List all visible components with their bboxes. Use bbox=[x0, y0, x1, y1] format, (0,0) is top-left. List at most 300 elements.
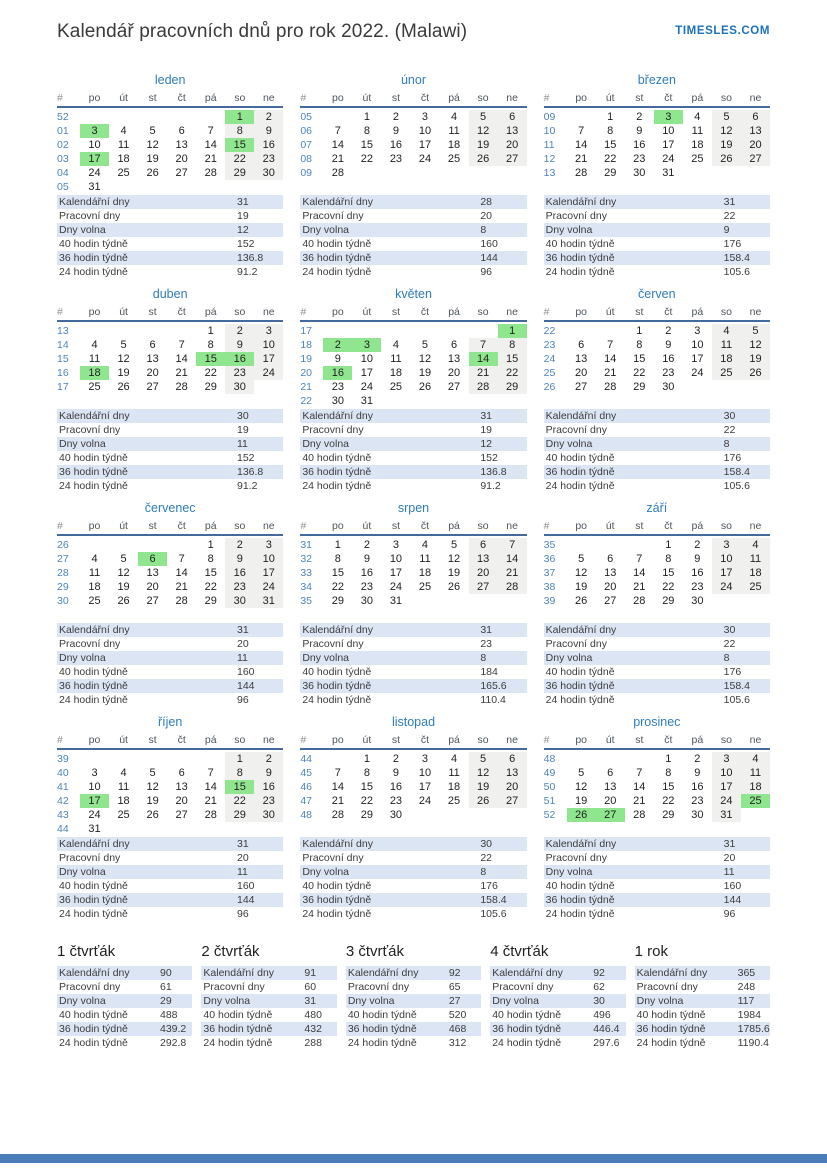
week-row bbox=[544, 794, 770, 808]
week-row bbox=[300, 794, 526, 808]
day-cell-weekend: 18 bbox=[741, 780, 770, 794]
weekday-header: út bbox=[119, 520, 128, 532]
week-number: 04 bbox=[57, 167, 69, 179]
day-cell: 21 bbox=[204, 795, 217, 807]
day-cell: 26 bbox=[117, 381, 130, 393]
day-cell: 8 bbox=[207, 553, 214, 565]
week-row bbox=[57, 752, 283, 766]
week-row bbox=[544, 338, 770, 352]
weekday-header: po bbox=[88, 306, 101, 318]
day-cell: 6 bbox=[149, 339, 156, 351]
stat-value: 31 bbox=[304, 995, 317, 1007]
stat-value: 31 bbox=[237, 838, 249, 850]
day-cell-empty bbox=[254, 822, 283, 836]
month-stats bbox=[57, 409, 283, 493]
week-number: 20 bbox=[300, 367, 313, 379]
day-cell: 30 bbox=[691, 595, 704, 607]
day-cell: 15 bbox=[331, 567, 344, 579]
stat-value: 468 bbox=[448, 1023, 467, 1035]
stats-row bbox=[490, 1022, 625, 1036]
day-cell: 1 bbox=[207, 325, 214, 337]
weekday-header: so bbox=[720, 92, 732, 104]
day-cell: 2 bbox=[665, 325, 672, 337]
stat-label: 40 hodin týdně bbox=[59, 238, 128, 250]
stats-row bbox=[300, 679, 526, 693]
day-cell-empty bbox=[440, 594, 469, 608]
day-cell: 2 bbox=[636, 111, 643, 123]
stats-row bbox=[57, 837, 283, 851]
day-cell: 30 bbox=[633, 167, 646, 179]
stat-value: 165.6 bbox=[480, 680, 507, 692]
day-cell: 21 bbox=[331, 795, 344, 807]
stat-label: Dny volna bbox=[492, 995, 539, 1007]
week-row bbox=[544, 752, 770, 766]
day-cell: 22 bbox=[604, 153, 617, 165]
day-cell-weekend: 10 bbox=[712, 766, 741, 780]
stat-label: 40 hodin týdně bbox=[302, 880, 372, 892]
stat-label: 24 hodin týdně bbox=[203, 1037, 273, 1049]
day-cell: 1 bbox=[665, 539, 672, 551]
week-row bbox=[57, 166, 283, 180]
stats-row bbox=[300, 637, 526, 651]
weekday-header-row bbox=[544, 306, 770, 319]
week-row bbox=[57, 380, 283, 394]
day-cell-empty bbox=[254, 180, 283, 194]
stat-value: 160 bbox=[237, 880, 255, 892]
week-row bbox=[300, 138, 526, 152]
day-cell-weekend: 29 bbox=[498, 380, 527, 394]
week-number: 28 bbox=[57, 567, 69, 579]
day-cell: 18 bbox=[117, 153, 130, 165]
month-calendar bbox=[300, 73, 526, 195]
weekday-header: út bbox=[605, 92, 615, 104]
weekday-header: po bbox=[88, 734, 101, 746]
week-row bbox=[57, 780, 283, 794]
stat-value: 30 bbox=[593, 995, 605, 1007]
stat-value: 446.4 bbox=[593, 1023, 620, 1035]
day-cell-empty bbox=[410, 394, 439, 408]
day-cell: 5 bbox=[149, 767, 156, 779]
stats-row bbox=[300, 451, 526, 465]
week-row bbox=[57, 110, 283, 124]
week-number: 40 bbox=[57, 767, 69, 779]
stats-row bbox=[57, 251, 283, 265]
month-calendar bbox=[300, 501, 526, 623]
stat-label: 36 hodin týdně bbox=[302, 466, 372, 478]
day-cell: 5 bbox=[578, 767, 585, 779]
stat-label: 24 hodin týdně bbox=[492, 1037, 562, 1049]
day-cell: 17 bbox=[418, 781, 432, 793]
stat-value: 91.2 bbox=[237, 480, 258, 492]
summary-section bbox=[57, 943, 770, 1050]
stat-value: 20 bbox=[723, 852, 736, 864]
week-number: 44 bbox=[300, 753, 313, 765]
week-number: 07 bbox=[300, 139, 313, 151]
weekday-header: po bbox=[575, 520, 588, 532]
stat-label: 24 hodin týdně bbox=[59, 694, 128, 706]
week-number: 27 bbox=[57, 553, 69, 565]
stat-value: 11 bbox=[237, 438, 248, 450]
weekday-header-row bbox=[544, 734, 770, 747]
day-cell: 2 bbox=[363, 539, 370, 551]
week-row bbox=[57, 124, 283, 138]
week-row bbox=[57, 138, 283, 152]
stat-value: 1984 bbox=[737, 1009, 761, 1021]
day-cell-empty bbox=[80, 110, 109, 124]
day-cell-weekend: 31 bbox=[254, 594, 283, 608]
day-cell-holiday: 6 bbox=[138, 552, 167, 566]
day-cell: 9 bbox=[363, 553, 370, 565]
day-cell: 18 bbox=[117, 795, 130, 807]
week-number: 05 bbox=[300, 111, 313, 123]
header-rule bbox=[57, 748, 283, 750]
week-row bbox=[300, 124, 526, 138]
month-title: únor bbox=[400, 73, 426, 87]
stats-row bbox=[57, 623, 283, 637]
day-cell: 22 bbox=[204, 367, 217, 379]
stats-row bbox=[544, 237, 770, 251]
day-cell: 28 bbox=[204, 809, 217, 821]
month-calendar bbox=[300, 715, 526, 837]
day-cell-weekend: 9 bbox=[225, 338, 254, 352]
stat-label: 36 hodin týdně bbox=[302, 894, 372, 906]
stat-value: 30 bbox=[480, 838, 493, 850]
day-cell: 26 bbox=[117, 595, 130, 607]
stats-row bbox=[300, 907, 526, 921]
day-cell: 7 bbox=[636, 553, 643, 565]
stats-row bbox=[544, 195, 770, 209]
stats-row bbox=[300, 623, 526, 637]
stat-label: Kalendářní dny bbox=[302, 838, 373, 850]
day-cell: 15 bbox=[662, 567, 675, 579]
weekday-header: st bbox=[148, 306, 157, 318]
stat-value: 20 bbox=[237, 852, 249, 864]
stat-label: 36 hodin týdně bbox=[545, 894, 615, 906]
month-calendar bbox=[57, 501, 283, 623]
day-cell-weekend: 6 bbox=[469, 538, 498, 552]
day-cell: 5 bbox=[120, 339, 127, 351]
weekday-header-row bbox=[300, 92, 526, 105]
week-row bbox=[300, 552, 526, 566]
week-number: 26 bbox=[543, 381, 556, 393]
day-cell: 16 bbox=[360, 567, 374, 579]
day-cell-weekend: 30 bbox=[254, 808, 283, 822]
stats-row bbox=[300, 465, 526, 479]
stat-value: 11 bbox=[237, 652, 248, 664]
stat-value: 22 bbox=[480, 852, 493, 864]
day-cell: 4 bbox=[450, 111, 458, 123]
week-number: 09 bbox=[300, 167, 313, 179]
day-cell: 11 bbox=[448, 767, 460, 779]
stat-label: Kalendářní dny bbox=[203, 967, 275, 979]
day-cell-empty bbox=[138, 822, 167, 836]
stats-row bbox=[300, 265, 526, 279]
day-cell: 14 bbox=[175, 567, 188, 579]
month-říjen bbox=[57, 715, 283, 921]
weekday-header: po bbox=[88, 92, 101, 104]
day-cell: 13 bbox=[575, 353, 588, 365]
day-cell-holiday: 25 bbox=[741, 794, 770, 808]
stat-value: 152 bbox=[237, 238, 255, 250]
day-cell-holiday: 1 bbox=[225, 110, 254, 124]
week-number: 50 bbox=[543, 781, 556, 793]
stats-row bbox=[57, 907, 283, 921]
week-col-header: # bbox=[57, 92, 63, 104]
day-cell: 14 bbox=[575, 139, 588, 151]
week-col-header: # bbox=[57, 734, 63, 746]
stat-value: 176 bbox=[723, 238, 742, 250]
day-cell-empty bbox=[567, 110, 596, 124]
day-cell: 29 bbox=[662, 595, 675, 607]
day-cell: 7 bbox=[207, 767, 214, 779]
weekday-header: pá bbox=[448, 520, 460, 532]
stats-row bbox=[300, 651, 526, 665]
day-cell: 15 bbox=[662, 781, 675, 793]
stat-label: Pracovní dny bbox=[59, 638, 121, 650]
week-row bbox=[544, 538, 770, 552]
day-cell: 27 bbox=[575, 381, 588, 393]
stat-label: Pracovní dny bbox=[203, 981, 265, 993]
day-cell-weekend: 11 bbox=[712, 338, 741, 352]
day-cell: 31 bbox=[88, 181, 101, 193]
weekday-header: ne bbox=[506, 520, 518, 532]
day-cell-weekend: 7 bbox=[469, 338, 498, 352]
day-cell-empty bbox=[567, 538, 596, 552]
stats-row bbox=[490, 1036, 625, 1050]
week-row bbox=[57, 352, 283, 366]
stat-label: Kalendářní dny bbox=[545, 838, 617, 850]
day-cell-empty bbox=[138, 110, 167, 124]
day-cell: 8 bbox=[363, 125, 370, 137]
day-cell: 17 bbox=[691, 353, 704, 365]
week-number: 10 bbox=[543, 125, 556, 137]
day-cell: 16 bbox=[691, 781, 704, 793]
stat-value: 31 bbox=[237, 196, 249, 208]
day-cell-weekend: 9 bbox=[254, 766, 283, 780]
day-cell-weekend: 19 bbox=[469, 780, 498, 794]
weekday-header-row bbox=[300, 306, 526, 319]
weekday-header: so bbox=[477, 734, 489, 746]
weekday-header: st bbox=[391, 734, 401, 746]
weekday-header: ne bbox=[749, 306, 762, 318]
day-cell-weekend: 20 bbox=[469, 566, 498, 580]
weekday-header: st bbox=[391, 92, 401, 104]
weekday-header: út bbox=[362, 734, 372, 746]
day-cell: 10 bbox=[389, 553, 403, 565]
stat-label: Dny volna bbox=[203, 995, 251, 1007]
day-cell-empty bbox=[167, 822, 196, 836]
day-cell-weekend: 17 bbox=[254, 352, 283, 366]
stat-label: 36 hodin týdně bbox=[347, 1023, 417, 1035]
stat-label: 40 hodin týdně bbox=[545, 880, 615, 892]
weekday-header: pá bbox=[691, 306, 704, 318]
week-number: 02 bbox=[57, 139, 69, 151]
day-cell: 18 bbox=[447, 781, 461, 793]
stat-value: 117 bbox=[737, 995, 755, 1007]
day-cell-weekend: 3 bbox=[712, 752, 741, 766]
stats-row bbox=[57, 437, 283, 451]
week-number: 09 bbox=[543, 111, 556, 123]
week-col-header: # bbox=[300, 520, 307, 532]
day-cell: 6 bbox=[178, 767, 185, 779]
day-cell-empty bbox=[109, 180, 138, 194]
stat-value: 30 bbox=[237, 410, 249, 422]
weekday-header: st bbox=[635, 520, 644, 532]
stat-value: 1190.4 bbox=[737, 1037, 769, 1049]
day-cell: 16 bbox=[691, 567, 704, 579]
day-cell: 4 bbox=[694, 111, 701, 123]
month-title: květen bbox=[395, 287, 432, 301]
day-cell-empty bbox=[138, 324, 167, 338]
stats-row bbox=[490, 994, 625, 1008]
header-rule bbox=[57, 534, 283, 536]
stat-value: 439.2 bbox=[160, 1023, 187, 1035]
day-cell: 21 bbox=[633, 581, 646, 593]
stat-value: 136.8 bbox=[480, 466, 507, 478]
day-cell-weekend: 28 bbox=[498, 580, 527, 594]
day-cell: 27 bbox=[146, 595, 159, 607]
day-cell-weekend: 4 bbox=[712, 324, 741, 338]
day-cell-weekend: 28 bbox=[469, 380, 498, 394]
summary-block bbox=[57, 943, 192, 1050]
day-cell-empty bbox=[109, 324, 138, 338]
day-cell-empty bbox=[167, 180, 196, 194]
stat-value: 62 bbox=[593, 981, 605, 993]
week-row bbox=[544, 580, 770, 594]
day-cell-weekend: 22 bbox=[225, 794, 254, 808]
month-červenec bbox=[57, 501, 283, 707]
day-cell-holiday: 2 bbox=[323, 338, 352, 352]
day-cell: 6 bbox=[607, 553, 614, 565]
weekday-header: čt bbox=[420, 520, 430, 532]
day-cell: 13 bbox=[604, 567, 617, 579]
week-row bbox=[544, 166, 770, 180]
summary-stats bbox=[490, 966, 625, 1050]
day-cell-empty bbox=[712, 594, 741, 608]
weekday-header: pá bbox=[204, 520, 217, 532]
day-cell: 12 bbox=[146, 781, 159, 793]
stat-value: 23 bbox=[480, 638, 493, 650]
week-row bbox=[300, 338, 526, 352]
weekday-header: st bbox=[148, 734, 157, 746]
day-cell-weekend: 9 bbox=[225, 552, 254, 566]
stats-row bbox=[544, 465, 770, 479]
week-number: 30 bbox=[57, 595, 69, 607]
day-cell: 25 bbox=[117, 809, 130, 821]
stats-row bbox=[300, 409, 526, 423]
week-col-header: # bbox=[543, 306, 550, 318]
day-cell: 5 bbox=[120, 553, 127, 565]
day-cell-weekend: 6 bbox=[498, 752, 527, 766]
stat-label: 36 hodin týdně bbox=[203, 1023, 273, 1035]
stat-value: 22 bbox=[723, 638, 736, 650]
stat-label: 36 hodin týdně bbox=[545, 680, 615, 692]
stat-label: 36 hodin týdně bbox=[545, 252, 615, 264]
stat-label: Dny volna bbox=[545, 438, 593, 450]
stat-value: 144 bbox=[237, 680, 255, 692]
stat-value: 91.2 bbox=[237, 266, 258, 278]
day-cell: 16 bbox=[389, 139, 403, 151]
stat-value: 29 bbox=[160, 995, 172, 1007]
stats-row bbox=[544, 679, 770, 693]
weekday-header: út bbox=[605, 520, 615, 532]
month-březen bbox=[544, 73, 770, 279]
day-cell-weekend: 23 bbox=[254, 794, 283, 808]
stat-value: 288 bbox=[304, 1037, 322, 1049]
stat-label: Pracovní dny bbox=[545, 424, 607, 436]
month-stats bbox=[544, 409, 770, 493]
header-rule bbox=[300, 534, 526, 536]
header-rule bbox=[57, 106, 283, 108]
stat-value: 144 bbox=[237, 894, 255, 906]
stats-row bbox=[635, 1036, 770, 1050]
week-number: 35 bbox=[300, 595, 313, 607]
day-cell-weekend: 20 bbox=[498, 138, 527, 152]
timesles-link[interactable]: TIMESLES.COM bbox=[675, 25, 770, 37]
stats-row bbox=[300, 893, 526, 907]
day-cell: 19 bbox=[575, 581, 588, 593]
stat-label: Kalendářní dny bbox=[59, 410, 130, 422]
stat-value: 96 bbox=[237, 908, 249, 920]
day-cell: 1 bbox=[636, 325, 643, 337]
day-cell-weekend: 30 bbox=[225, 380, 254, 394]
week-row bbox=[300, 580, 526, 594]
week-row bbox=[300, 394, 526, 408]
day-cell-weekend: 5 bbox=[712, 110, 741, 124]
week-row bbox=[300, 352, 526, 366]
weekday-header: čt bbox=[664, 306, 673, 318]
stat-label: 40 hodin týdně bbox=[203, 1009, 273, 1021]
day-cell: 1 bbox=[334, 539, 341, 551]
day-cell: 22 bbox=[360, 153, 374, 165]
day-cell: 28 bbox=[604, 381, 617, 393]
month-calendar bbox=[57, 73, 283, 195]
day-cell-empty bbox=[469, 166, 498, 180]
stats-row bbox=[300, 251, 526, 265]
stats-row bbox=[635, 966, 770, 980]
day-cell: 19 bbox=[447, 567, 461, 579]
stats-row bbox=[201, 994, 336, 1008]
month-stats bbox=[57, 837, 283, 921]
stats-row bbox=[544, 651, 770, 665]
stat-value: 292.8 bbox=[160, 1037, 187, 1049]
stat-label: 36 hodin týdně bbox=[636, 1023, 706, 1035]
weekday-header: čt bbox=[420, 734, 430, 746]
stat-label: Pracovní dny bbox=[545, 638, 607, 650]
day-cell: 8 bbox=[665, 553, 672, 565]
stat-label: Kalendářní dny bbox=[302, 624, 373, 636]
stat-label: Pracovní dny bbox=[492, 981, 554, 993]
week-number: 13 bbox=[543, 167, 556, 179]
day-cell-weekend: 1 bbox=[225, 752, 254, 766]
day-cell: 1 bbox=[363, 753, 370, 765]
stat-label: 24 hodin týdně bbox=[636, 1037, 706, 1049]
stats-row bbox=[490, 966, 625, 980]
stat-label: Pracovní dny bbox=[302, 852, 364, 864]
weekday-header: st bbox=[148, 520, 157, 532]
day-cell: 4 bbox=[120, 125, 127, 137]
week-row bbox=[544, 808, 770, 822]
month-září bbox=[544, 501, 770, 707]
weekday-header-row bbox=[57, 520, 283, 533]
week-row bbox=[300, 366, 526, 380]
day-cell-holiday: 17 bbox=[80, 794, 109, 808]
week-number: 33 bbox=[300, 567, 313, 579]
stat-value: 152 bbox=[237, 452, 255, 464]
summary-stats bbox=[201, 966, 336, 1050]
day-cell-weekend: 26 bbox=[469, 794, 498, 808]
day-cell-empty bbox=[80, 324, 109, 338]
